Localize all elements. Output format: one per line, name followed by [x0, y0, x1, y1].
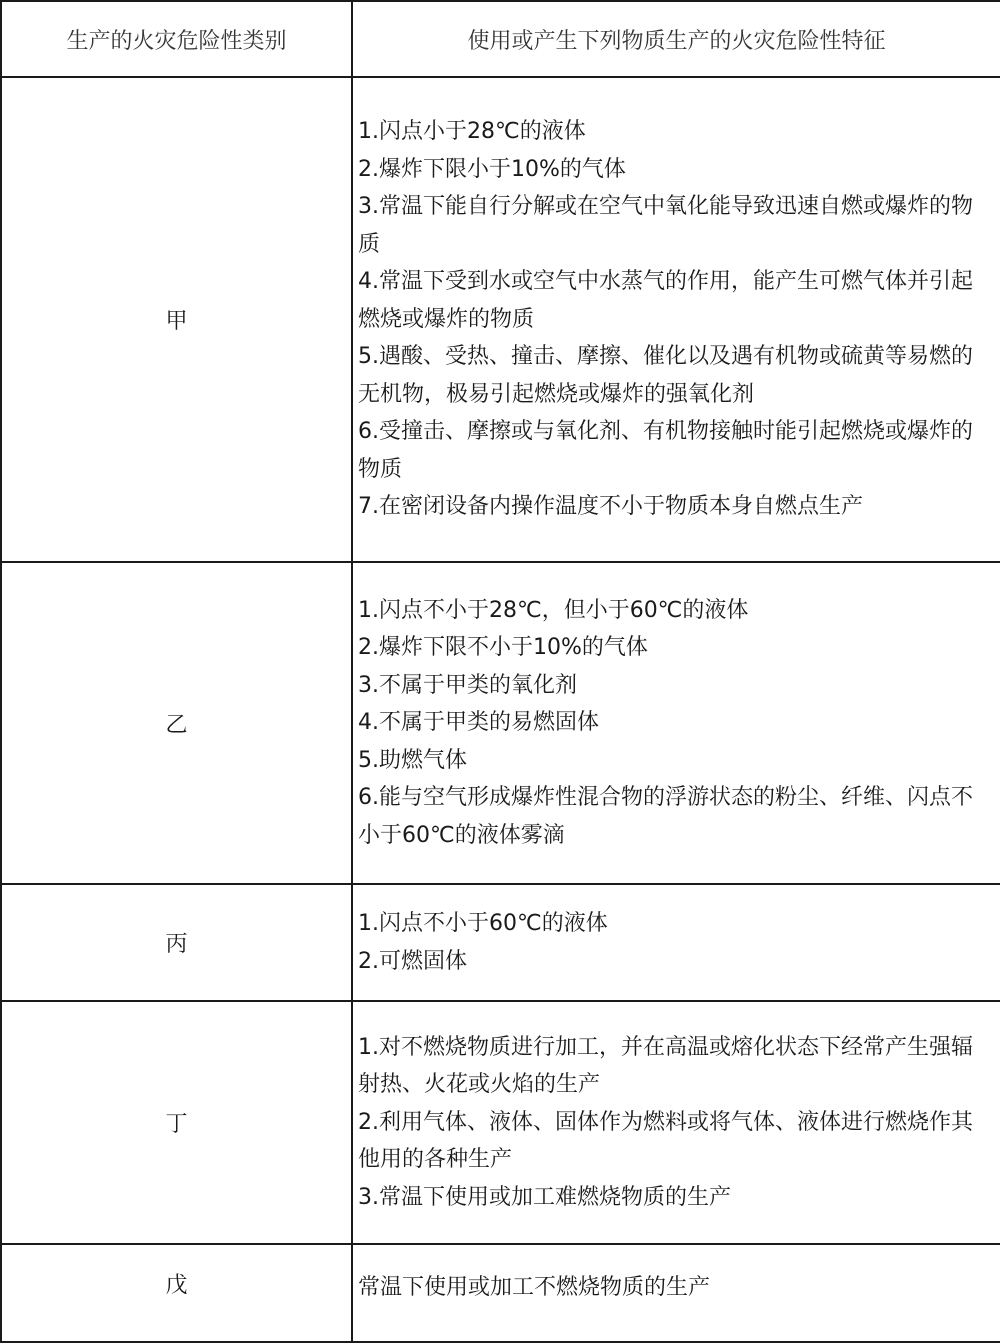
feature-item: 2.可燃固体: [358, 948, 467, 974]
feature-item: 1.闪点不小于28℃，但小于60℃的液体: [358, 597, 749, 623]
features-cell: [352, 884, 1000, 1001]
feature-item: 3.常温下使用或加工难燃烧物质的生产: [358, 1184, 731, 1210]
feature-item: 4.常温下受到水或空气中水蒸气的作用，能产生可燃气体并引起燃烧或爆炸的物质: [358, 269, 973, 332]
category-cell: 戊: [1, 1244, 352, 1342]
feature-item: 5.遇酸、受热、撞击、摩擦、催化以及遇有机物或硫黄等易燃的无机物，极易引起燃烧或爆炸的强氧化剂: [358, 344, 973, 407]
feature-item: 4.不属于甲类的易燃固体: [358, 710, 599, 736]
feature-item: 常温下使用或加工不燃烧物质的生产: [358, 1275, 711, 1300]
feature-item: 2.利用气体、液体、固体作为燃料或将气体、液体进行燃烧作其他用的各种生产: [358, 1109, 973, 1173]
feature-item: 6.能与空气形成爆炸性混合物的浮游状态的粉尘、纤维、闪点不小于60℃的液体雾滴: [358, 785, 973, 848]
category-cell: 丙: [1, 884, 352, 1001]
table-row: [1, 562, 1000, 884]
feature-item: 5.助燃气体: [358, 747, 467, 773]
feature-item: 6.受撞击、摩擦或与氧化剂、有机物接触时能引起燃烧或爆炸的物质: [358, 419, 973, 482]
features-cell: [352, 77, 1000, 562]
feature-item: 1.闪点不小于60℃的液体: [358, 911, 608, 936]
feature-item: 2.爆炸下限小于10%的气体: [358, 156, 626, 182]
category-cell: 乙: [1, 562, 352, 884]
feature-item: 3.常温下能自行分解或在空气中氧化能导致迅速自燃或爆炸的物质: [358, 194, 973, 257]
feature-item: 1.对不燃烧物质进行加工，并在高温或熔化状态下经常产生强辐射热、火花或火焰的生产: [358, 1034, 973, 1098]
features-cell: [352, 562, 1000, 884]
feature-item: 2.爆炸下限不小于10%的气体: [358, 635, 648, 661]
table-row: [1, 77, 1000, 562]
category-cell: 丁: [1, 1001, 352, 1244]
feature-item: 7.在密闭设备内操作温度不小于物质本身自燃点生产: [358, 494, 863, 520]
feature-item: 3.不属于甲类的氧化剂: [358, 672, 577, 698]
header-features: 使用或产生下列物质生产的火灾危险性特征: [352, 1, 1000, 77]
table-row: [1, 1001, 1000, 1244]
table-header-row: [1, 1, 1000, 77]
header-category: 生产的火灾危险性类别: [1, 1, 352, 77]
feature-item: 1.闪点小于28℃的液体: [358, 119, 586, 145]
category-cell: 甲: [1, 77, 352, 562]
table-row: [1, 884, 1000, 1001]
table-row: [1, 1244, 1000, 1342]
features-cell: [352, 1244, 1000, 1342]
features-cell: [352, 1001, 1000, 1244]
